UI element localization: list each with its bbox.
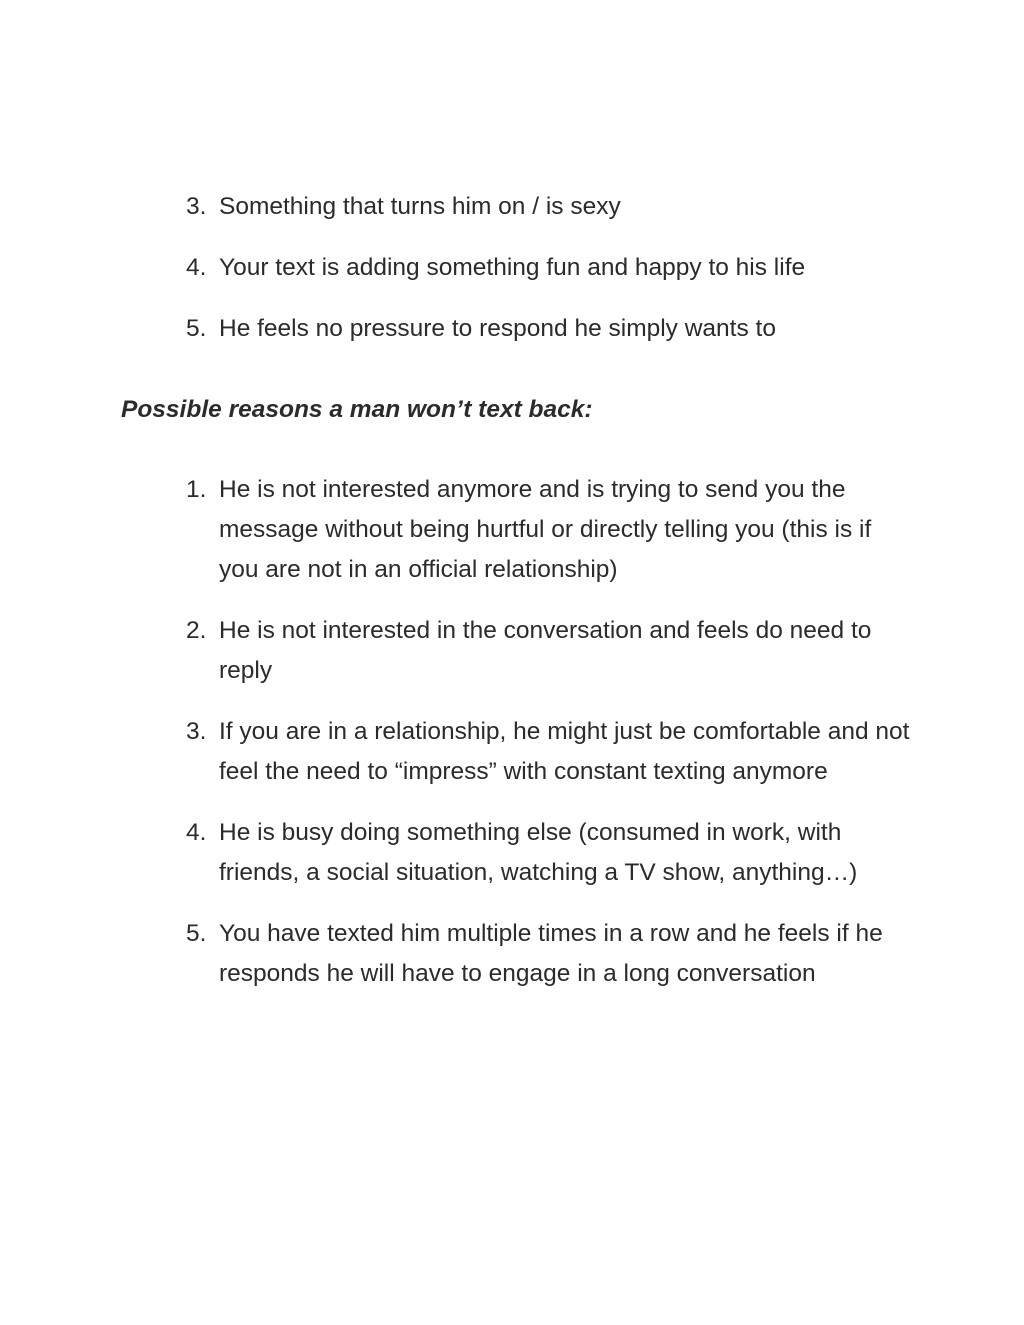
list-item-number: 1. xyxy=(186,476,207,503)
list-item-text: He feels no pressure to respond he simply wants to xyxy=(219,315,776,342)
list-item xyxy=(186,248,916,288)
list-item xyxy=(186,187,916,227)
list-item-number: 4. xyxy=(186,819,207,846)
list-item-number: 5. xyxy=(186,920,207,947)
list-item-text: Something that turns him on / is sexy xyxy=(219,193,621,220)
list-item xyxy=(186,309,916,349)
list-item-text: Your text is adding something fun and happy to his life xyxy=(219,254,806,281)
list-item-text: If you are in a relationship, he might just be comfortable and not feel the need to “impress” with constant texting anymore xyxy=(219,718,910,785)
list-item-number: 3. xyxy=(186,718,207,745)
section-heading: Possible reasons a man won’t text back: xyxy=(121,396,593,423)
continued-list xyxy=(186,187,916,370)
list-item-number: 4. xyxy=(186,254,207,281)
list-item xyxy=(186,611,916,691)
list-item xyxy=(186,712,916,792)
list-item xyxy=(186,470,916,590)
list-item-text: You have texted him multiple times in a row and he feels if he responds he will have to engage in a long conversation xyxy=(219,920,883,987)
list-item-number: 2. xyxy=(186,617,207,644)
list-item xyxy=(186,813,916,893)
reasons-list xyxy=(186,470,916,1015)
list-item-text: He is not interested anymore and is trying to send you the message without being hurtful or directly telling you (this is if you are not in an official relationship) xyxy=(219,476,872,583)
list-item xyxy=(186,914,916,994)
list-item-number: 3. xyxy=(186,193,207,220)
list-item-text: He is busy doing something else (consumed in work, with friends, a social situation, watching a TV show, anything…) xyxy=(219,819,858,886)
list-item-text: He is not interested in the conversation and feels do need to reply xyxy=(219,617,872,684)
list-item-number: 5. xyxy=(186,315,207,342)
